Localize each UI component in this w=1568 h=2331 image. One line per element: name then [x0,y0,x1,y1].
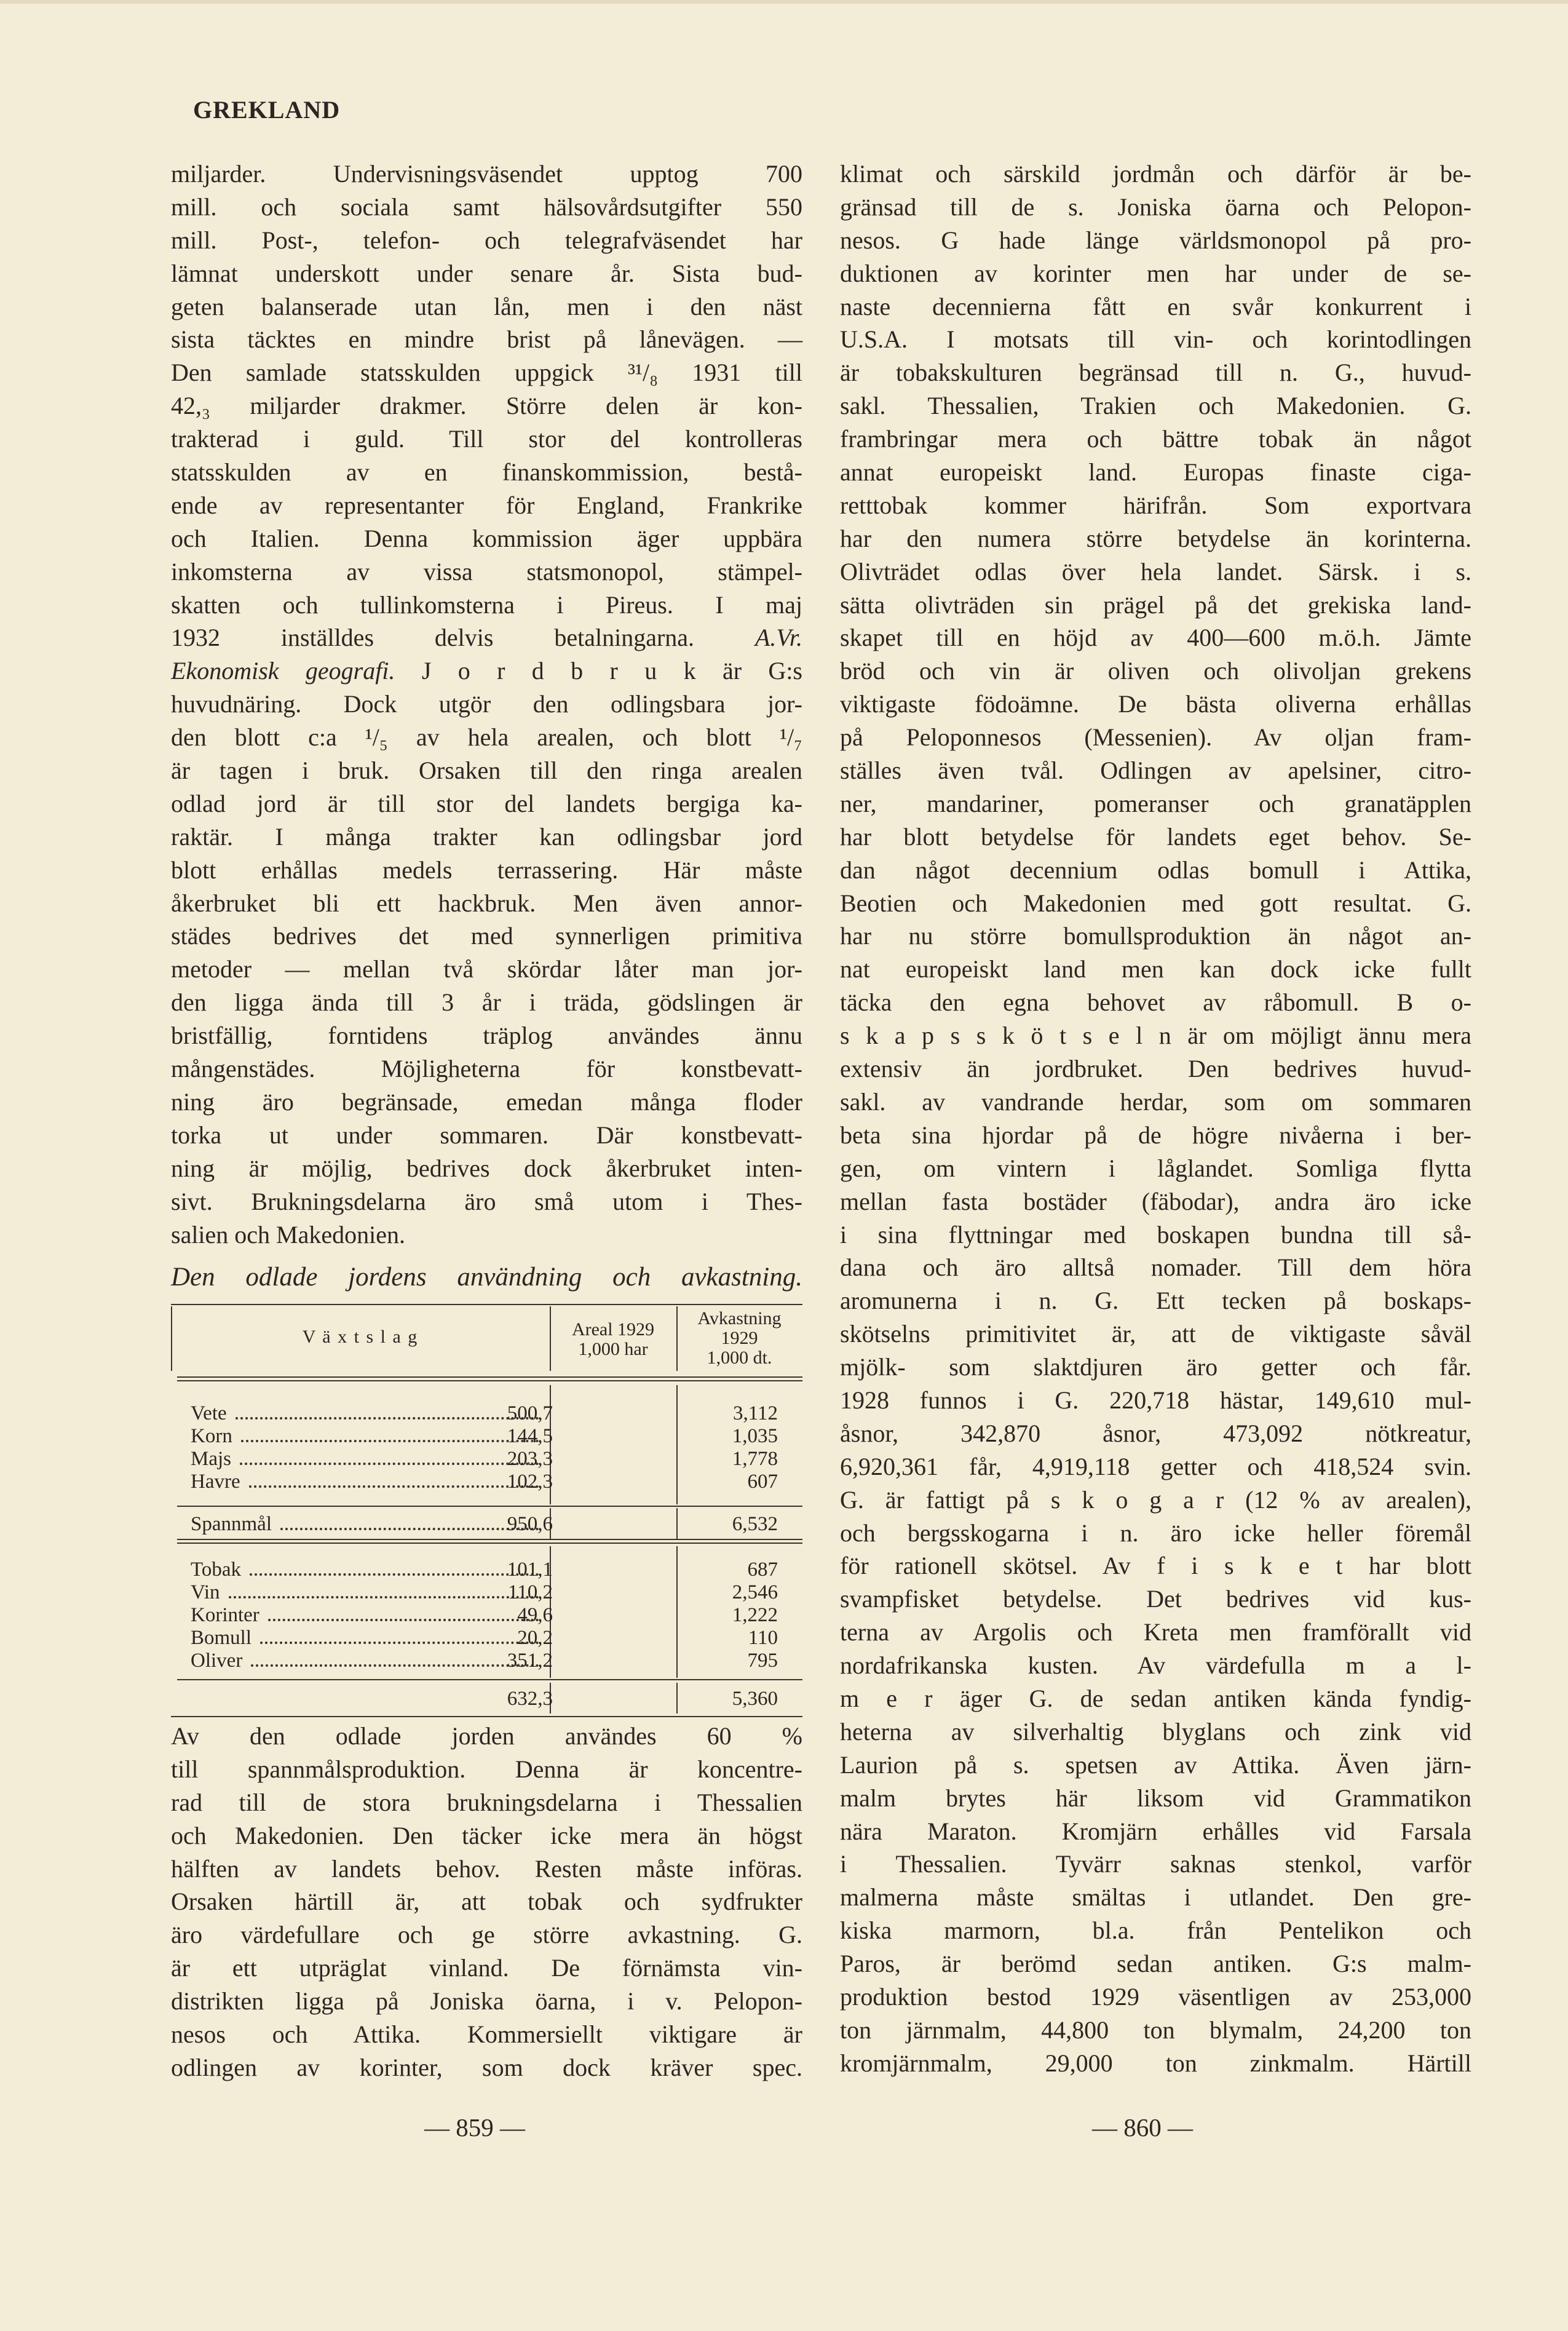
text-line: den blott c:a ¹/₅ av hela arealen, och blott ¹/₇ [171,723,802,752]
text-line: Orsaken härtill är, att tobak och sydfrukter [171,1888,802,1916]
text-line: dana och äro alltså nomader. Till dem höra [840,1253,1471,1282]
text-line: sista täcktes en mindre brist på lånevägen. — [171,325,802,354]
text-line: raktär. I många trakter kan odlingsbar jord [171,822,802,851]
header-crop: V ä x t s l a g [302,1327,419,1347]
text-line: malm brytes här liksom vid Grammatikon [840,1784,1471,1812]
text-line: malmerna måste smältas i utlandet. Den gre- [840,1883,1471,1912]
text-line: och Italien. Denna kommission äger uppbära [171,524,802,552]
text-line: Beotien och Makedonien med gott resultat. G. [840,889,1471,917]
section-double-rule [177,1539,802,1540]
row-yield: 607 [747,1471,778,1493]
text-line: skatten och tullinkomsterna i Pireus. I maj [171,590,802,619]
right-column-text [840,157,1471,2080]
row-name: Bomull [191,1627,252,1649]
table-row-other-total [171,1688,802,1710]
text: salien och Makedonien. [171,1220,405,1249]
text-line: frambringar mera och bättre tobak än något [840,425,1471,453]
row-yield: 1,035 [732,1425,778,1447]
leader-dots [236,1402,539,1420]
row-label [191,1402,541,1424]
text-line: klimat och särskild jordmån och därför är be- [840,160,1471,188]
text-line: ton järnmalm, 44,800 ton blymalm, 24,200 ton [840,2015,1471,2044]
text-line: 42,₃ miljarder drakmer. Större delen är kon- [171,392,802,420]
table-row [171,1471,802,1493]
table-row-grain-total [171,1513,802,1535]
text-line: odlingen av korinter, som dock kräver spec. [171,2053,802,2081]
text-line [171,1218,802,1252]
text-line: mjölk- som slaktdjuren äro getter och får. [840,1353,1471,1381]
row-label [191,1559,541,1581]
other-subtotal-rule [177,1679,802,1680]
table-row [171,1581,802,1603]
text-line: inkomsterna av vissa statsmonopol, stämpel- [171,557,802,586]
leader-dots [250,1559,539,1576]
table-row [171,1425,802,1447]
text-line: sätta olivträden sin prägel på det grekiska land- [840,590,1471,619]
table-caption: Den odlade jordens användning och avkastning. [171,1263,802,1292]
text-line: geten balanserade utan lån, men i den näst [171,292,802,320]
row-yield: 6,532 [732,1513,778,1535]
text-line: heterna av silverhaltig blyglans och zink vid [840,1717,1471,1745]
table-row [171,1627,802,1649]
table-row [171,1650,802,1672]
row-label [191,1425,541,1447]
text-line: på Peloponnesos (Messenien). Av oljan fram- [840,723,1471,752]
row-area: 102,3 [507,1471,553,1493]
text: J o r d b r u k är G:s [421,657,802,685]
table-row [171,1448,802,1470]
text-line: nordafrikanska kusten. Av värdefulla m a l- [840,1651,1471,1680]
text-line: dan något decennium odlas bomull i Attika, [840,856,1471,884]
text-line: bröd och vin är oliven och olivoljan grekens [840,657,1471,685]
text-line: åkerbruket bli ett hackbruk. Men även annor- [171,889,802,917]
text-line: Laurion på s. spetsen av Attika. Även järn- [840,1750,1471,1779]
text-line: mill. och sociala samt hälsovårdsutgifter 550 [171,193,802,221]
row-area: 20,2 [517,1627,553,1649]
text-line: aromunerna i n. G. Ett tecken på boskaps- [840,1287,1471,1315]
leader-dots [260,1627,539,1644]
row-area: 351,2 [507,1650,553,1672]
running-title: GREKLAND [193,96,341,124]
text-line: 6,920,361 får, 4,919,118 getter och 418,524 svin. [840,1452,1471,1480]
text-line: ning äro begränsade, emedan många floder [171,1087,802,1116]
header-double-rule [177,1376,802,1378]
row-name: Korinter [191,1604,259,1626]
row-yield: 2,546 [732,1581,778,1603]
text-line: täcka den egna behovet av råbomull. B o- [840,988,1471,1017]
text-line: i Thessalien. Tyvärr saknas stenkol, varför [840,1850,1471,1878]
text-line: mill. Post-, telefon- och telegrafväsendet har [171,226,802,254]
header-yield-line2: 1929 [721,1328,758,1348]
text-line: kiska marmorn, bl.a. från Pentelikon och [840,1916,1471,1945]
text-line: den ligga ända till 3 år i träda, gödslingen är [171,988,802,1017]
section-double-rule [177,1543,802,1544]
header-yield-line3: 1,000 dt. [707,1348,772,1368]
text-line: nesos. G hade länge världsmonopol på pro- [840,226,1471,254]
text-line: beta sina hjordar på de högre nivåerna i ber- [840,1121,1471,1149]
text-line: huvudnäring. Dock utgör den odlingsbara jor- [171,690,802,718]
header-area-line2: 1,000 har [578,1339,648,1359]
page-number-left: — 859 — [424,2113,525,2142]
row-area: 49,6 [517,1604,553,1626]
italic-text: A.Vr. [754,624,802,652]
row-label [191,1448,541,1470]
row-yield: 3,112 [732,1402,778,1424]
text-line: nesos och Attika. Kommersiellt viktigare är [171,2020,802,2049]
text-line: lämnat underskott under senare år. Sista bud- [171,259,802,287]
leader-dots [229,1581,539,1598]
text-line: extensiv än jordbruket. Den bedrives huvud- [840,1055,1471,1083]
text-line: nat europeiskt land men kan dock icke fullt [840,955,1471,983]
row-label [191,1513,541,1535]
text-line: blott erhållas medels terrassering. Här måste [171,856,802,884]
row-area: 203,3 [507,1448,553,1470]
text-line: gen, om vintern i låglandet. Somliga flytta [840,1154,1471,1182]
row-area: 110,2 [507,1581,553,1603]
left-column-text-top [171,157,802,1251]
row-label [191,1627,541,1649]
row-label [191,1471,541,1493]
row-yield: 687 [747,1559,778,1581]
row-name: Vete [191,1402,227,1424]
text-line: kromjärnmalm, 29,000 ton zinkmalm. Härtill [840,2049,1471,2077]
crop-table [171,1304,802,1717]
text-line: ning är möjlig, bedrives dock åkerbruket inten- [171,1154,802,1182]
grain-subtotal-rule [177,1506,802,1507]
text-line: ner, mandariner, pomeranser och granatäpplen [840,789,1471,817]
text-line: m e r äger G. de sedan antiken kända fyndig- [840,1684,1471,1712]
italic-text: Ekonomisk geografi. [171,657,395,685]
table-top-rule [171,1304,802,1305]
page-top-edge [0,0,1568,4]
text-line: 1928 funnos i G. 220,718 hästar, 149,610 mul- [840,1386,1471,1414]
text-line: viktigaste födoämne. De bästa oliverna erhållas [840,690,1471,718]
text-line: Paros, är berömd sedan antiken. G:s malm- [840,1950,1471,1978]
row-area: 632,3 [507,1688,553,1710]
row-area: 500,7 [507,1402,553,1424]
row-name: Majs [191,1448,231,1470]
text-line: mellan fasta bostäder (fäbodar), andra äro icke [840,1187,1471,1215]
header-yield [676,1309,802,1368]
text-line: i sina flyttningar med boskapen bundna till så- [840,1220,1471,1249]
row-yield: 110 [748,1627,778,1649]
row-name: Spannmål [191,1513,272,1535]
text-line: har nu större bomullsproduktion än något an- [840,922,1471,950]
header-double-rule [177,1380,802,1381]
text-line: skapet till en höjd av 400—600 m.ö.h. Jämte [840,624,1471,652]
text-line: duktionen av korinter men har under de se- [840,259,1471,287]
row-area: 101,1 [507,1559,553,1581]
text-line: torka ut under sommaren. Där konstbevatt- [171,1121,802,1149]
leader-dots [251,1650,539,1667]
row-label [191,1581,541,1603]
text-line: Olivträdet odlas över hela landet. Särsk. i s. [840,557,1471,586]
text-line: rad till de stora brukningsdelarna i Thessalien [171,1788,802,1816]
text-line: bristfällig, forntidens träplog användes ännu [171,1022,802,1050]
text-line: ställes även tvål. Odlingen av apelsiner, citro- [840,756,1471,785]
text-line: ende av representanter för England, Frankrike [171,491,802,519]
text-line: naste decennierna fått en svår konkurrent i [840,292,1471,320]
table-row [171,1604,802,1626]
text-line: svampfisket betydelse. Det bedrives vid kus- [840,1585,1471,1613]
text-line: sakl. Thessalien, Trakien och Makedonien. G. [840,392,1471,420]
text-line: för rationell skötsel. Av f i s k e t har blott [840,1552,1471,1580]
header-area [550,1320,676,1359]
text-line: har den numera större betydelse än korinterna. [840,524,1471,552]
text-line: till spannmålsproduktion. Denna är koncentre- [171,1755,802,1783]
table-bottom-rule [171,1716,802,1717]
text-line: produktion bestod 1929 väsentligen av 253,000 [840,1982,1471,2011]
text-line: äro värdefullare och ge större avkastning. G. [171,1921,802,1949]
leader-dots [268,1604,539,1621]
text-line: skötselns primitivitet är, att de viktigaste såväl [840,1320,1471,1348]
text-line: sakl. av vandrande herdar, som om sommaren [840,1087,1471,1116]
row-yield: 795 [747,1650,778,1672]
text-line: Av den odlade jorden användes 60 % [171,1722,802,1750]
text-line: och bergsskogarna i n. äro icke heller föremål [840,1519,1471,1547]
text-line: odlad jord är till stor del landets bergiga ka- [171,789,802,817]
text-line: trakterad i guld. Till stor del kontrolleras [171,425,802,453]
text-line [171,654,802,688]
row-area: 950,6 [507,1513,553,1535]
row-area: 144,5 [507,1425,553,1447]
text-line: är ett utpräglat vinland. De förnämsta vin- [171,1954,802,1982]
text-line: Den samlade statsskulden uppgick ³¹/₈ 1931 till [171,359,802,387]
text-line: U.S.A. I motsats till vin- och korintodlingen [840,325,1471,354]
text-line: hälften av landets behov. Resten måste införas. [171,1854,802,1883]
text-line: retttobak kommer härifrån. Som exportvara [840,491,1471,519]
page-number-right: — 860 — [1092,2113,1193,2142]
text-line: gränsad till de s. Joniska öarna och Pelopon- [840,193,1471,221]
row-yield: 1,778 [732,1448,778,1470]
text-line: metoder — mellan två skördar låter man jor- [171,955,802,983]
text-line: sivt. Brukningsdelarna äro små utom i Thes- [171,1187,802,1215]
row-label [191,1650,541,1672]
text-line: åsnor, 342,870 åsnor, 473,092 nötkreatur, [840,1419,1471,1447]
leader-dots [249,1471,539,1488]
table-row [171,1559,802,1581]
row-name: Vin [191,1581,220,1603]
text-line [171,621,802,654]
text-line: G. är fattigt på s k o g a r (12 % av arealen), [840,1485,1471,1514]
row-name: Tobak [191,1559,242,1581]
row-yield: 1,222 [732,1604,778,1626]
text-line: nära Maraton. Kromjärn erhålles vid Farsala [840,1817,1471,1845]
text-line: mångenstädes. Möjligheterna för konstbevatt- [171,1055,802,1083]
table-row [171,1402,802,1424]
row-label [191,1604,541,1626]
row-name: Havre [191,1471,240,1493]
text-line: s k a p s s k ö t s e l n är om möjligt ännu mera [840,1022,1471,1050]
header-area-line1: Areal 1929 [571,1319,655,1340]
text-line: miljarder. Undervisningsväsendet upptog 700 [171,160,802,188]
leader-dots [280,1513,539,1530]
header-yield-line1: Avkastning [697,1308,782,1328]
leader-dots [241,1425,539,1442]
text-line: distrikten ligga på Joniska öarna, i v. Pelopon- [171,1987,802,2015]
text-line: är tagen i bruk. Orsaken till den ringa arealen [171,756,802,785]
text: 1932 inställdes delvis betalningarna. [171,624,695,652]
row-name: Korn [191,1425,232,1447]
text-line: har blott betydelse för landets eget behov. Se- [840,822,1471,851]
text-line: terna av Argolis och Kreta men framförallt vid [840,1618,1471,1646]
text-line: statsskulden av en finanskommission, bestå- [171,458,802,486]
row-name: Oliver [191,1650,243,1672]
leader-dots [240,1448,539,1465]
text-line: annat europeiskt land. Europas finaste ciga- [840,458,1471,486]
text-line: och Makedonien. Den täcker icke mera än högst [171,1821,802,1849]
left-column-text-bottom [171,1720,802,2084]
text-line: är tobakskulturen begränsad till n. G., huvud- [840,359,1471,387]
text-line: städes bedrives det med synnerligen primitiva [171,922,802,950]
row-yield: 5,360 [732,1688,778,1710]
